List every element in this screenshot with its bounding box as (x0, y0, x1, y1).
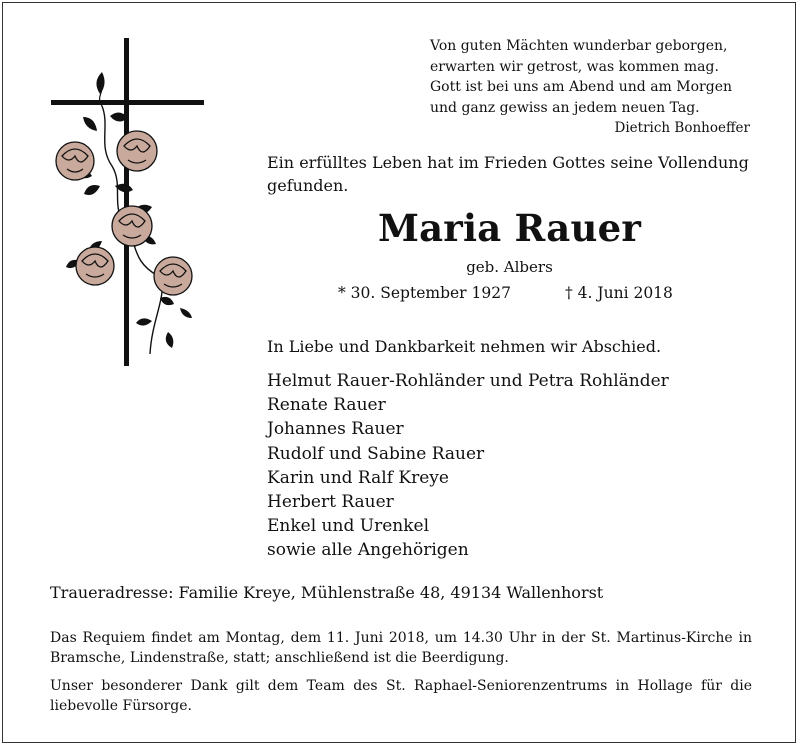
rose-3 (112, 206, 152, 246)
mourner-name: Enkel und Urenkel (267, 516, 430, 537)
death-date: † 4. Juni 2018 (565, 284, 673, 302)
deceased-name: Maria Rauer (377, 206, 642, 250)
poem (430, 36, 780, 118)
mourner-name: Helmut Rauer-Rohländer und Petra Rohländer (267, 371, 669, 391)
rose-2 (117, 131, 157, 171)
poem-line: Gott ist bei uns am Abend und am Morgen (430, 79, 732, 95)
mourning-address: Traueradresse: Familie Kreye, Mühlenstraße 48, 49134 Wallenhorst (50, 583, 604, 602)
mourner-name: Rudolf und Sabine Rauer (267, 443, 485, 464)
rose-4 (76, 247, 114, 285)
cross-with-roses-icon (40, 36, 220, 366)
poem-line: und ganz gewiss an jedem neuen Tag. (430, 99, 700, 116)
cross-horizontal-beam (51, 100, 204, 105)
mourners-list (267, 369, 669, 563)
requiem-notice: Das Requiem findet am Montag, dem 11. Juni 2018, um 14.30 Uhr in der St. Martinus-Kirche in Bramsche, Lindenstraße, statt; anschließend ist die Beerdigung. (50, 630, 752, 666)
rose-5 (154, 257, 192, 295)
rose-1 (56, 142, 94, 180)
intro-text: Ein erfülltes Leben hat im Frieden Gottes seine Vollendung gefunden. (267, 153, 749, 195)
mourner-name: Herbert Rauer (267, 492, 394, 513)
poem-author: Dietrich Bonhoeffer (614, 120, 750, 136)
poem-line: erwarten wir getrost, was kommen mag. (430, 58, 719, 75)
mourner-name: sowie alle Angehörigen (267, 540, 469, 561)
maiden-name: geb. Albers (466, 258, 553, 276)
thanks-notice: Unser besonderer Dank gilt dem Team des St. Raphael-Seniorenzentrums in Hollage für die liebevolle Fürsorge. (50, 678, 752, 714)
birth-date: * 30. September 1927 (338, 284, 511, 302)
mourner-name: Johannes Rauer (267, 419, 404, 440)
cross-vertical-beam (124, 38, 129, 366)
poem-line: Von guten Mächten wunderbar geborgen, (430, 38, 728, 54)
mourner-name: Renate Rauer (267, 395, 386, 416)
mourner-name: Karin und Ralf Kreye (267, 467, 449, 488)
farewell-text: In Liebe und Dankbarkeit nehmen wir Abschied. (267, 337, 662, 356)
